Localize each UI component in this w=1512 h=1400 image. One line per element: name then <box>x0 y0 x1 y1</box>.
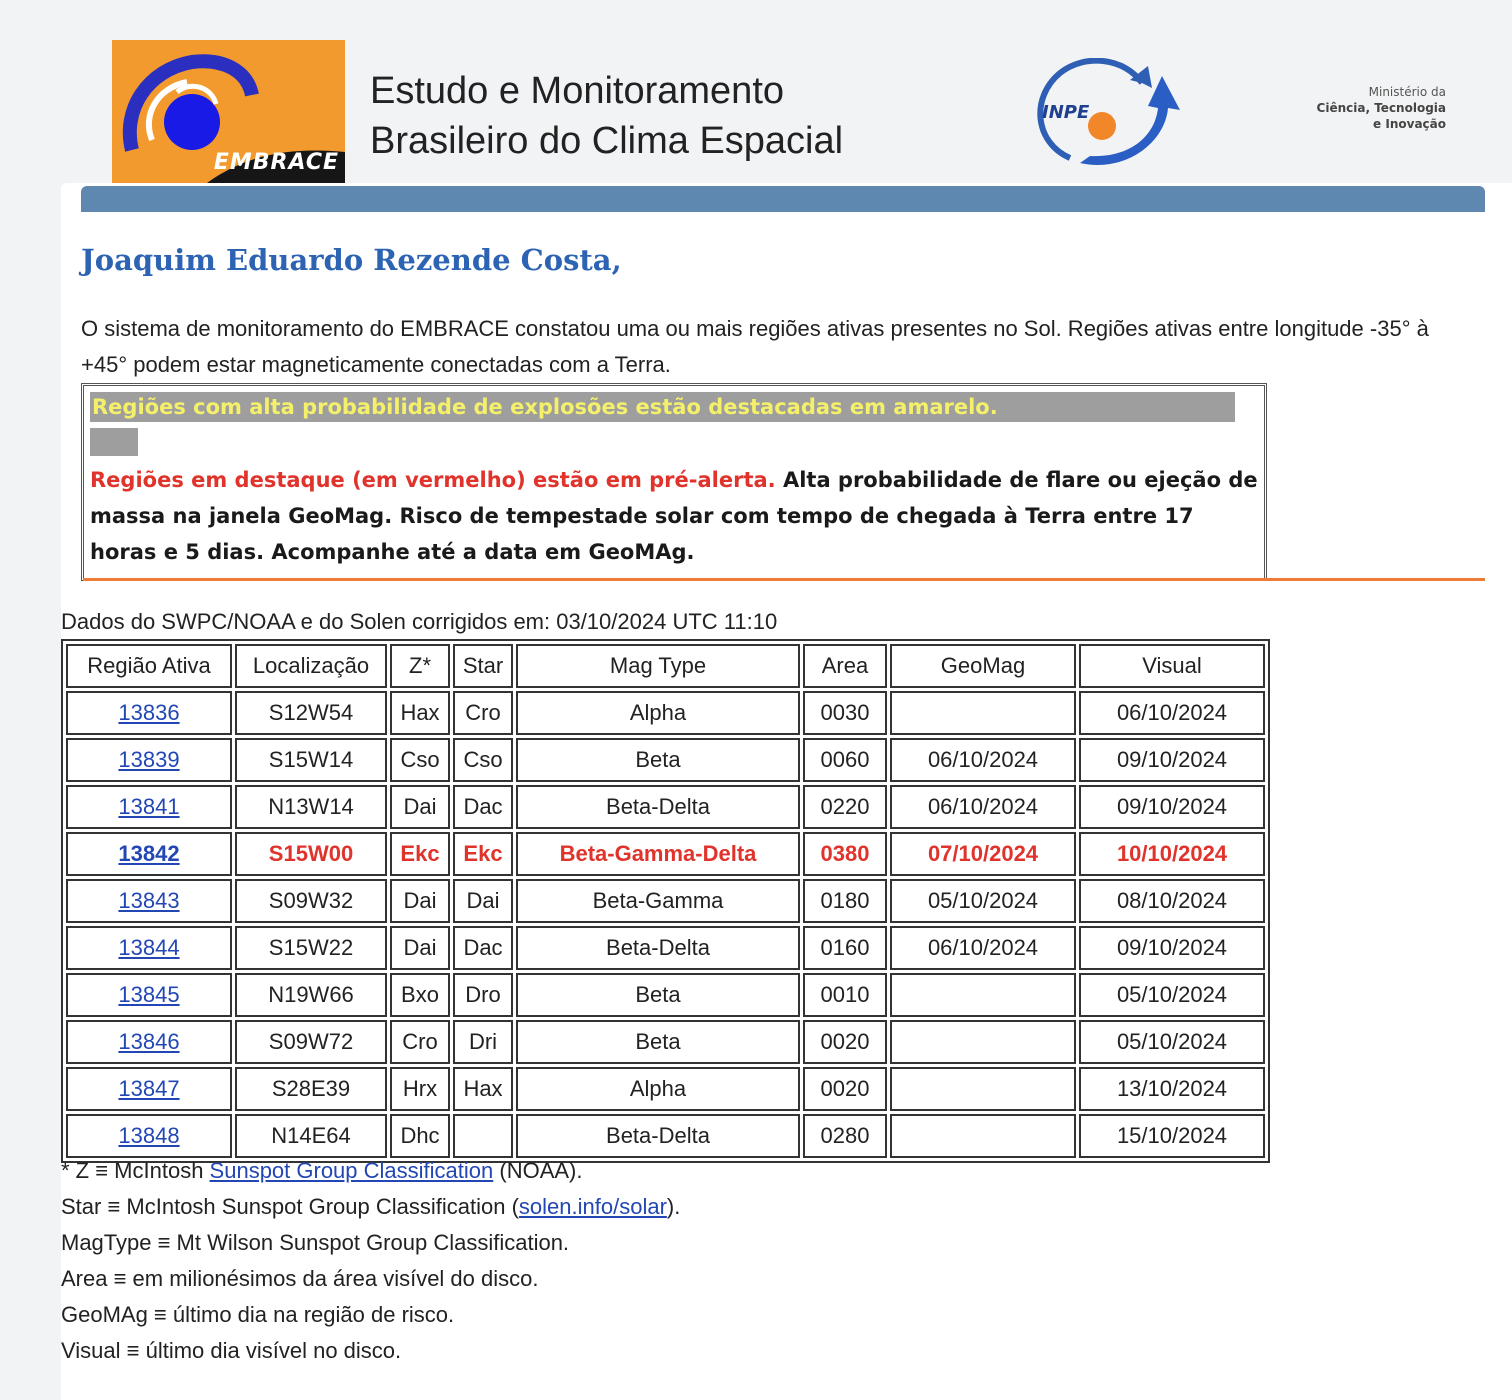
cell-star: Hax <box>453 1067 513 1111</box>
cell-mag-type: Beta <box>516 738 800 782</box>
intro-paragraph: O sistema de monitoramento do EMBRACE constatou uma ou mais regiões ativas presentes no Sol. Regiões ativas entre longitude -35° à +45° podem estar magneticamente conectadas com a Terra. <box>81 316 1429 377</box>
cell-geomag: 06/10/2024 <box>890 926 1076 970</box>
region-link[interactable]: 13842 <box>118 841 180 866</box>
ministry-logo[interactable] <box>1270 84 1446 132</box>
notice-grey-block <box>90 428 138 456</box>
cell-location: S15W00 <box>235 832 387 876</box>
table-row <box>66 973 1265 1017</box>
col-header-mag-type: Mag Type <box>516 644 800 688</box>
cell-region <box>66 1020 232 1064</box>
region-link[interactable]: 13846 <box>118 1029 180 1054</box>
embrace-logo-text: EMBRACE <box>213 150 339 175</box>
cell-location: S28E39 <box>235 1067 387 1111</box>
col-header-area: Area <box>803 644 887 688</box>
region-link[interactable]: 13843 <box>118 888 180 913</box>
sunspot-classification-link[interactable]: Sunspot Group Classification <box>209 1158 494 1183</box>
cell-star: Cso <box>453 738 513 782</box>
cell-mag-type: Beta <box>516 973 800 1017</box>
cell-area: 0220 <box>803 785 887 829</box>
cell-region <box>66 879 232 923</box>
cell-region <box>66 926 232 970</box>
cell-region <box>66 785 232 829</box>
cell-region <box>66 973 232 1017</box>
cell-region <box>66 691 232 735</box>
cell-geomag <box>890 973 1076 1017</box>
cell-area: 0020 <box>803 1067 887 1111</box>
cell-area: 0010 <box>803 973 887 1017</box>
cell-visual: 10/10/2024 <box>1079 832 1265 876</box>
col-header-visual: Visual <box>1079 644 1265 688</box>
cell-geomag <box>890 1020 1076 1064</box>
region-link[interactable]: 13845 <box>118 982 180 1007</box>
col-header-region: Região Ativa <box>66 644 232 688</box>
legend-line-magtype: MagType ≡ Mt Wilson Sunspot Group Classification. <box>61 1230 570 1255</box>
region-link[interactable]: 13844 <box>118 935 180 960</box>
cell-star: Dri <box>453 1020 513 1064</box>
cell-star: Cro <box>453 691 513 735</box>
solen-link[interactable]: solen.info/solar <box>518 1194 667 1219</box>
region-link[interactable]: 13836 <box>118 700 180 725</box>
cell-z: Hrx <box>390 1067 450 1111</box>
col-header-star: Star <box>453 644 513 688</box>
cell-mag-type: Beta-Delta <box>516 926 800 970</box>
cell-area: 0380 <box>803 832 887 876</box>
cell-area: 0180 <box>803 879 887 923</box>
cell-region <box>66 1114 232 1158</box>
table-row <box>66 832 1265 876</box>
region-link[interactable]: 13839 <box>118 747 180 772</box>
cell-geomag: 05/10/2024 <box>890 879 1076 923</box>
legend-line-z: * Z ≡ McIntosh Sunspot Group Classification (NOAA). <box>61 1158 583 1183</box>
header <box>0 0 1512 185</box>
active-regions-table <box>61 639 1270 1163</box>
region-link[interactable]: 13848 <box>118 1123 180 1148</box>
cell-star: Ekc <box>453 832 513 876</box>
cell-location: S12W54 <box>235 691 387 735</box>
cell-mag-type: Alpha <box>516 1067 800 1111</box>
cell-z: Bxo <box>390 973 450 1017</box>
cell-z: Dai <box>390 926 450 970</box>
cell-z: Dai <box>390 879 450 923</box>
cell-area: 0060 <box>803 738 887 782</box>
cell-star: Dai <box>453 879 513 923</box>
cell-geomag: 06/10/2024 <box>890 785 1076 829</box>
cell-z: Ekc <box>390 832 450 876</box>
cell-location: N14E64 <box>235 1114 387 1158</box>
cell-star: Dro <box>453 973 513 1017</box>
cell-z: Cso <box>390 738 450 782</box>
cell-area: 0020 <box>803 1020 887 1064</box>
inpe-logo-text: INPE <box>1042 102 1090 123</box>
table-row <box>66 879 1265 923</box>
legend-line-geomag: GeoMAg ≡ último dia na região de risco. <box>61 1302 455 1327</box>
cell-z: Dhc <box>390 1114 450 1158</box>
main-card <box>61 183 1512 1400</box>
site-title-line-2: Brasileiro do Clima Espacial <box>370 120 844 162</box>
cell-region <box>66 1067 232 1111</box>
table-row <box>66 738 1265 782</box>
cell-location: S15W22 <box>235 926 387 970</box>
cell-geomag: 06/10/2024 <box>890 738 1076 782</box>
notice-box <box>81 383 1267 581</box>
cell-visual: 06/10/2024 <box>1079 691 1265 735</box>
notice-yellow-line: Regiões com alta probabilidade de explosões estão destacadas em amarelo. <box>90 392 1235 422</box>
cell-geomag <box>890 691 1076 735</box>
cell-mag-type: Beta-Gamma <box>516 879 800 923</box>
cell-location: N13W14 <box>235 785 387 829</box>
cell-visual: 08/10/2024 <box>1079 879 1265 923</box>
cell-region <box>66 738 232 782</box>
table-row <box>66 1020 1265 1064</box>
site-title-line-1: Estudo e Monitoramento <box>370 70 785 112</box>
blue-header-bar <box>81 186 1485 212</box>
table-row <box>66 691 1265 735</box>
cell-location: N19W66 <box>235 973 387 1017</box>
legend-line-star: Star ≡ McIntosh Sunspot Group Classification (solen.info/solar). <box>61 1194 681 1219</box>
cell-visual: 09/10/2024 <box>1079 926 1265 970</box>
cell-visual: 15/10/2024 <box>1079 1114 1265 1158</box>
table-row <box>66 1114 1265 1158</box>
ministry-line-2: Ciência, Tecnologia <box>1316 101 1446 115</box>
inpe-logo[interactable] <box>1030 58 1180 170</box>
cell-mag-type: Beta-Delta <box>516 1114 800 1158</box>
embrace-logo[interactable] <box>112 40 345 183</box>
cell-visual: 09/10/2024 <box>1079 738 1265 782</box>
table-row <box>66 1067 1265 1111</box>
col-header-location: Localização <box>235 644 387 688</box>
legend <box>61 1153 680 1369</box>
cell-mag-type: Beta-Gamma-Delta <box>516 832 800 876</box>
cell-mag-type: Alpha <box>516 691 800 735</box>
data-updated-line: Dados do SWPC/NOAA e do Solen corrigidos em: 03/10/2024 UTC 11:10 <box>61 609 778 634</box>
notice-black-text: Alta probabilidade de flare ou ejeção de massa na janela GeoMag. Risco de tempestade solar com tempo de chegada à Terra entre 17 horas e 5 dias. Acompanhe até a data em GeoMAg. <box>90 468 1258 564</box>
cell-location: S09W72 <box>235 1020 387 1064</box>
col-header-z: Z* <box>390 644 450 688</box>
cell-location: S09W32 <box>235 879 387 923</box>
cell-region <box>66 832 232 876</box>
cell-mag-type: Beta <box>516 1020 800 1064</box>
greeting: Joaquim Eduardo Rezende Costa, <box>81 243 622 277</box>
cell-area: 0030 <box>803 691 887 735</box>
orange-divider <box>83 578 1485 581</box>
cell-star: Dac <box>453 785 513 829</box>
cell-z: Cro <box>390 1020 450 1064</box>
legend-line-area: Area ≡ em milionésimos da área visível do disco. <box>61 1266 539 1291</box>
cell-geomag <box>890 1114 1076 1158</box>
table-row <box>66 926 1265 970</box>
ministry-line-1: Ministério da <box>1368 85 1446 99</box>
cell-location: S15W14 <box>235 738 387 782</box>
ministry-line-3: e Inovação <box>1373 117 1446 131</box>
cell-z: Hax <box>390 691 450 735</box>
cell-visual: 05/10/2024 <box>1079 1020 1265 1064</box>
region-link[interactable]: 13841 <box>118 794 180 819</box>
cell-star <box>453 1114 513 1158</box>
cell-z: Dai <box>390 785 450 829</box>
site-title <box>370 66 843 166</box>
cell-star: Dac <box>453 926 513 970</box>
col-header-geomag: GeoMag <box>890 644 1076 688</box>
cell-mag-type: Beta-Delta <box>516 785 800 829</box>
cell-area: 0160 <box>803 926 887 970</box>
cell-area: 0280 <box>803 1114 887 1158</box>
cell-visual: 09/10/2024 <box>1079 785 1265 829</box>
table-header-row <box>66 644 1265 688</box>
cell-visual: 13/10/2024 <box>1079 1067 1265 1111</box>
table-row <box>66 785 1265 829</box>
region-link[interactable]: 13847 <box>118 1076 180 1101</box>
legend-line-visual: Visual ≡ último dia visível no disco. <box>61 1338 402 1363</box>
cell-visual: 05/10/2024 <box>1079 973 1265 1017</box>
cell-geomag <box>890 1067 1076 1111</box>
notice-red-text: Regiões em destaque (em vermelho) estão em pré-alerta. <box>90 468 776 492</box>
cell-geomag: 07/10/2024 <box>890 832 1076 876</box>
notice-alert-text <box>90 462 1258 570</box>
